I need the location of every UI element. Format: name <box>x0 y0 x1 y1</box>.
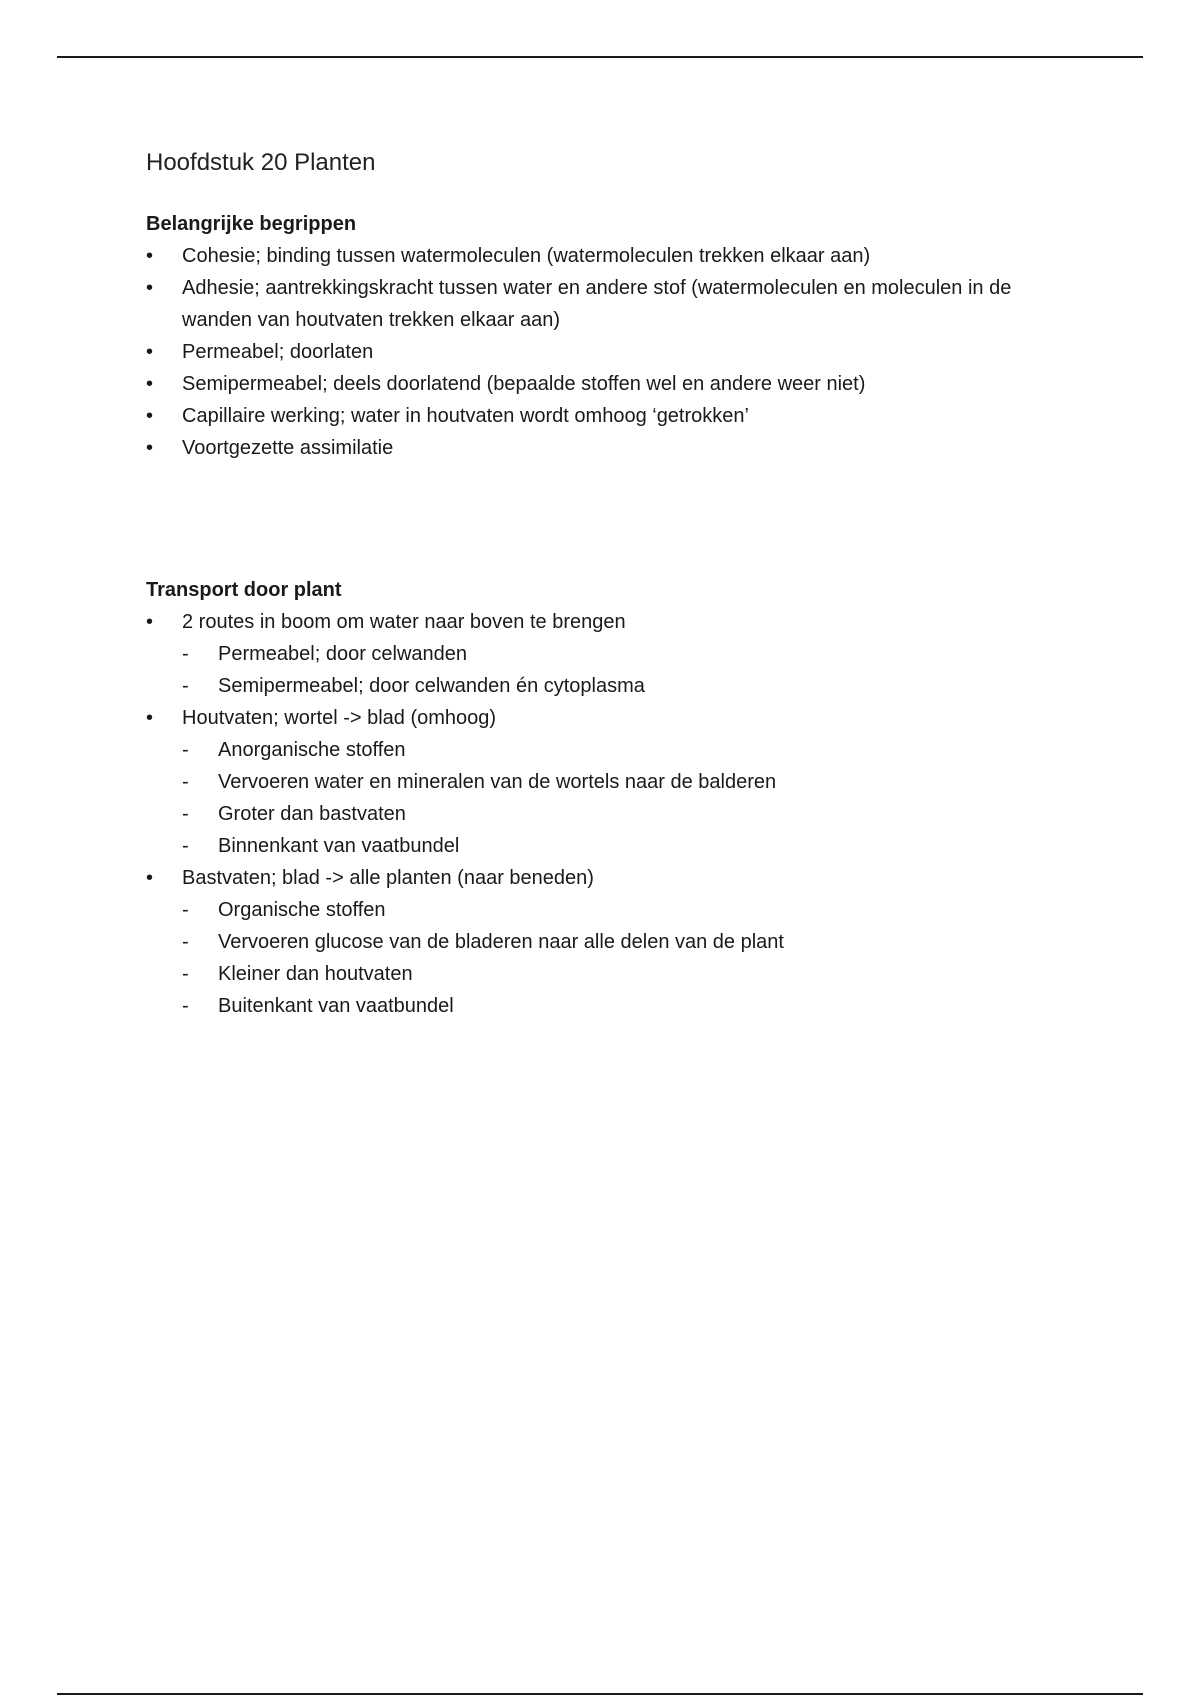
sub-list-item-text: Buitenkant van vaatbundel <box>218 995 454 1017</box>
list-item-text: Capillaire werking; water in houtvaten wordt omhoog ‘getrokken’ <box>182 405 749 427</box>
list-item-text: Cohesie; binding tussen watermoleculen (watermoleculen trekken elkaar aan) <box>182 245 871 267</box>
bullet-icon: • <box>146 707 154 729</box>
list-item <box>146 702 1066 862</box>
sub-list-item <box>182 830 1066 862</box>
bullet-icon: • <box>146 341 154 363</box>
bullet-icon: • <box>146 867 154 889</box>
document-body <box>146 146 1066 1022</box>
sub-list-item-text: Groter dan bastvaten <box>218 803 406 825</box>
dash-icon: - <box>182 963 189 985</box>
list-item <box>146 272 1066 336</box>
list-item-text: Adhesie; aantrekkingskracht tussen water en andere stof (watermoleculen en moleculen in de wanden van houtvaten trekken elkaar aan) <box>182 277 1012 331</box>
sub-list-item-text: Vervoeren glucose van de bladeren naar alle delen van de plant <box>218 931 784 953</box>
sub-list-item-text: Semipermeabel; door celwanden én cytoplasma <box>218 675 645 697</box>
section-heading-transport: Transport door plant <box>146 579 342 601</box>
sub-list-item-text: Binnenkant van vaatbundel <box>218 835 460 857</box>
list-item <box>146 432 1066 464</box>
sub-list-item-text: Anorganische stoffen <box>218 739 406 761</box>
sub-list-item <box>182 894 1066 926</box>
list-item <box>146 368 1066 400</box>
sub-list <box>182 894 1066 1022</box>
sub-list-item <box>182 766 1066 798</box>
list-item-text: Semipermeabel; deels doorlatend (bepaalde stoffen wel en andere weer niet) <box>182 373 866 395</box>
bullet-icon: • <box>146 373 154 395</box>
dash-icon: - <box>182 931 189 953</box>
list-item <box>146 336 1066 368</box>
sub-list-item-text: Organische stoffen <box>218 899 386 921</box>
sub-list <box>182 638 1066 702</box>
sub-list <box>182 734 1066 862</box>
list-item-text: Permeabel; doorlaten <box>182 341 374 363</box>
list-item-text: 2 routes in boom om water naar boven te brengen <box>182 611 626 633</box>
sub-list-item-text: Vervoeren water en mineralen van de wortels naar de balderen <box>218 771 777 793</box>
list-item <box>146 400 1066 432</box>
bullet-icon: • <box>146 277 154 299</box>
dash-icon: - <box>182 739 189 761</box>
dash-icon: - <box>182 835 189 857</box>
sub-list-item <box>182 798 1066 830</box>
header-rule <box>57 56 1143 58</box>
sub-list-item <box>182 670 1066 702</box>
sub-list-item <box>182 958 1066 990</box>
section-heading-begrippen: Belangrijke begrippen <box>146 213 357 235</box>
list-item <box>146 606 1066 702</box>
bullet-icon: • <box>146 245 154 267</box>
transport-list <box>146 606 1066 1022</box>
list-item-text: Voortgezette assimilatie <box>182 437 394 459</box>
sub-list-item <box>182 734 1066 766</box>
dash-icon: - <box>182 995 189 1017</box>
sub-list-item-text: Permeabel; door celwanden <box>218 643 468 665</box>
bullet-icon: • <box>146 611 154 633</box>
list-item <box>146 240 1066 272</box>
dash-icon: - <box>182 771 189 793</box>
dash-icon: - <box>182 675 189 697</box>
list-item <box>146 862 1066 1022</box>
footer-rule <box>57 1693 1143 1695</box>
bullet-icon: • <box>146 405 154 427</box>
bullet-icon: • <box>146 437 154 459</box>
begrippen-list <box>146 240 1066 464</box>
list-item-text: Bastvaten; blad -> alle planten (naar beneden) <box>182 867 594 889</box>
dash-icon: - <box>182 803 189 825</box>
section-spacer <box>146 464 1066 574</box>
sub-list-item <box>182 638 1066 670</box>
document-title: Hoofdstuk 20 Planten <box>146 149 376 176</box>
sub-list-item-text: Kleiner dan houtvaten <box>218 963 413 985</box>
dash-icon: - <box>182 899 189 921</box>
sub-list-item <box>182 990 1066 1022</box>
dash-icon: - <box>182 643 189 665</box>
sub-list-item <box>182 926 1066 958</box>
list-item-text: Houtvaten; wortel -> blad (omhoog) <box>182 707 497 729</box>
